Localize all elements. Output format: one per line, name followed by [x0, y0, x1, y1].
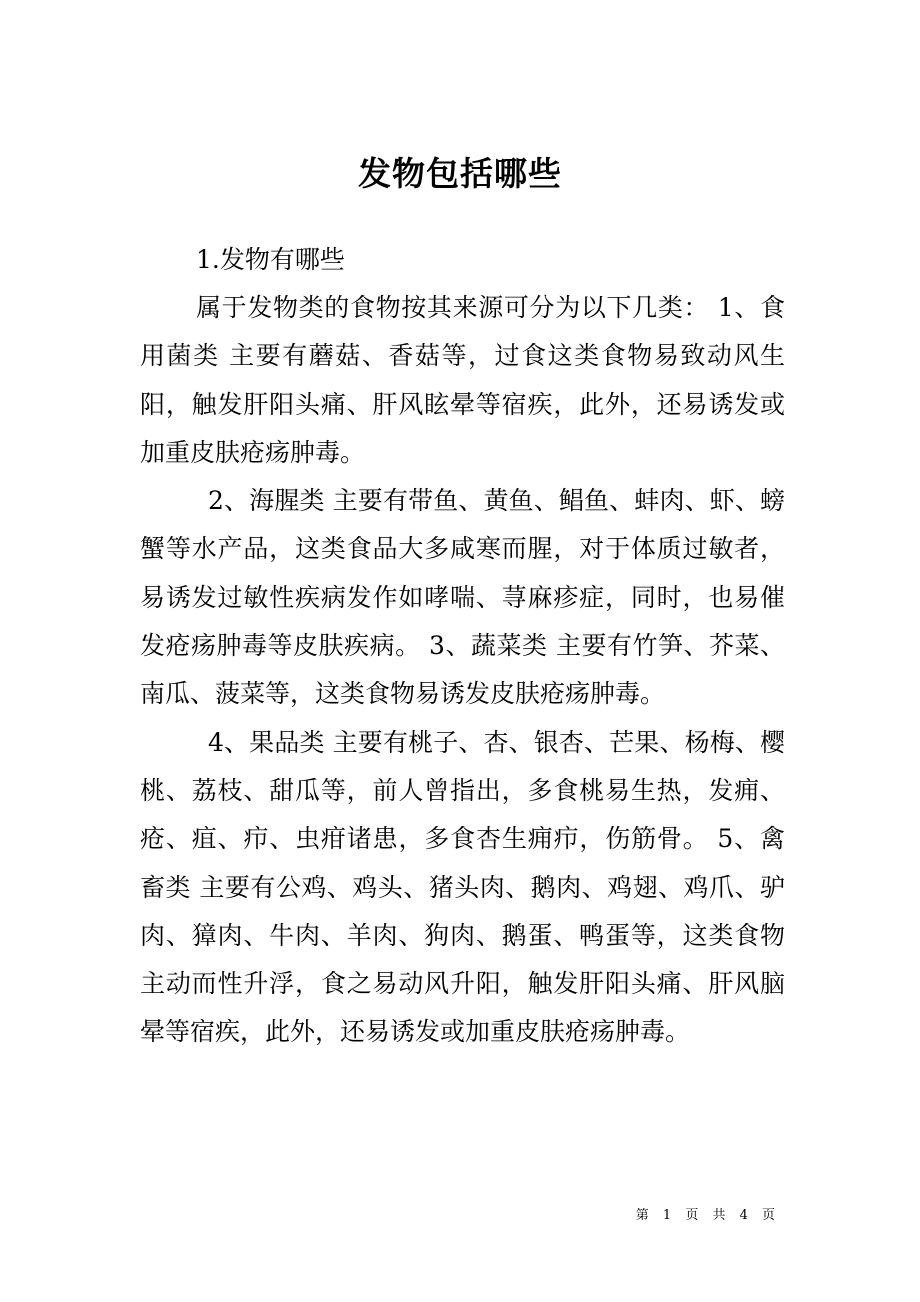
page-number-indicator: 第 1 页 共 4 页: [635, 1208, 780, 1223]
paragraph-intro-fungi: 属于发物类的食物按其来源可分为以下几类： 1、食用菌类 主要有蘑菇、香菇等，过食这类食物易致动风生阳，触发肝阳头痛、肝风眩晕等宿疾，此外，还易诱发或加重皮肤疮疡肿毒。: [140, 293, 785, 467]
document-title: 发物包括哪些: [358, 154, 562, 194]
paragraph-fruits-poultry: 4、果品类 主要有桃子、杏、银杏、芒果、杨梅、樱桃、荔枝、甜瓜等，前人曾指出，多食桃易生热，发痈、疮、疽、疖、虫疳诸患，多食杏生痈疖，伤筋骨。 5、禽畜类 主要有公鸡、鸡头、猪头肉、鹅肉、鸡翅、鸡爪、驴肉、獐肉、牛肉、羊肉、狗肉、鹅蛋、鸭蛋等，这类食物主动而性升浮，食之易动风升阳，触发肝阳头痛、肝风脑晕等宿疾，此外，还易诱发或加重皮肤疮疡肿毒。: [140, 727, 785, 1047]
paragraph-seafood-vegetables: 2、海腥类 主要有带鱼、黄鱼、鲳鱼、蚌肉、虾、螃蟹等水产品，这类食品大多咸寒而腥，对于体质过敏者，易诱发过敏性疾病发作如哮喘、荨麻疹症，同时，也易催发疮疡肿毒等皮肤疾病。 3、蔬菜类 主要有竹笋、芥菜、南瓜、菠菜等，这类食物易诱发皮肤疮疡肿毒。: [140, 486, 785, 709]
document-body: [140, 236, 785, 1057]
section-heading: 1.发物有哪些: [196, 245, 345, 274]
